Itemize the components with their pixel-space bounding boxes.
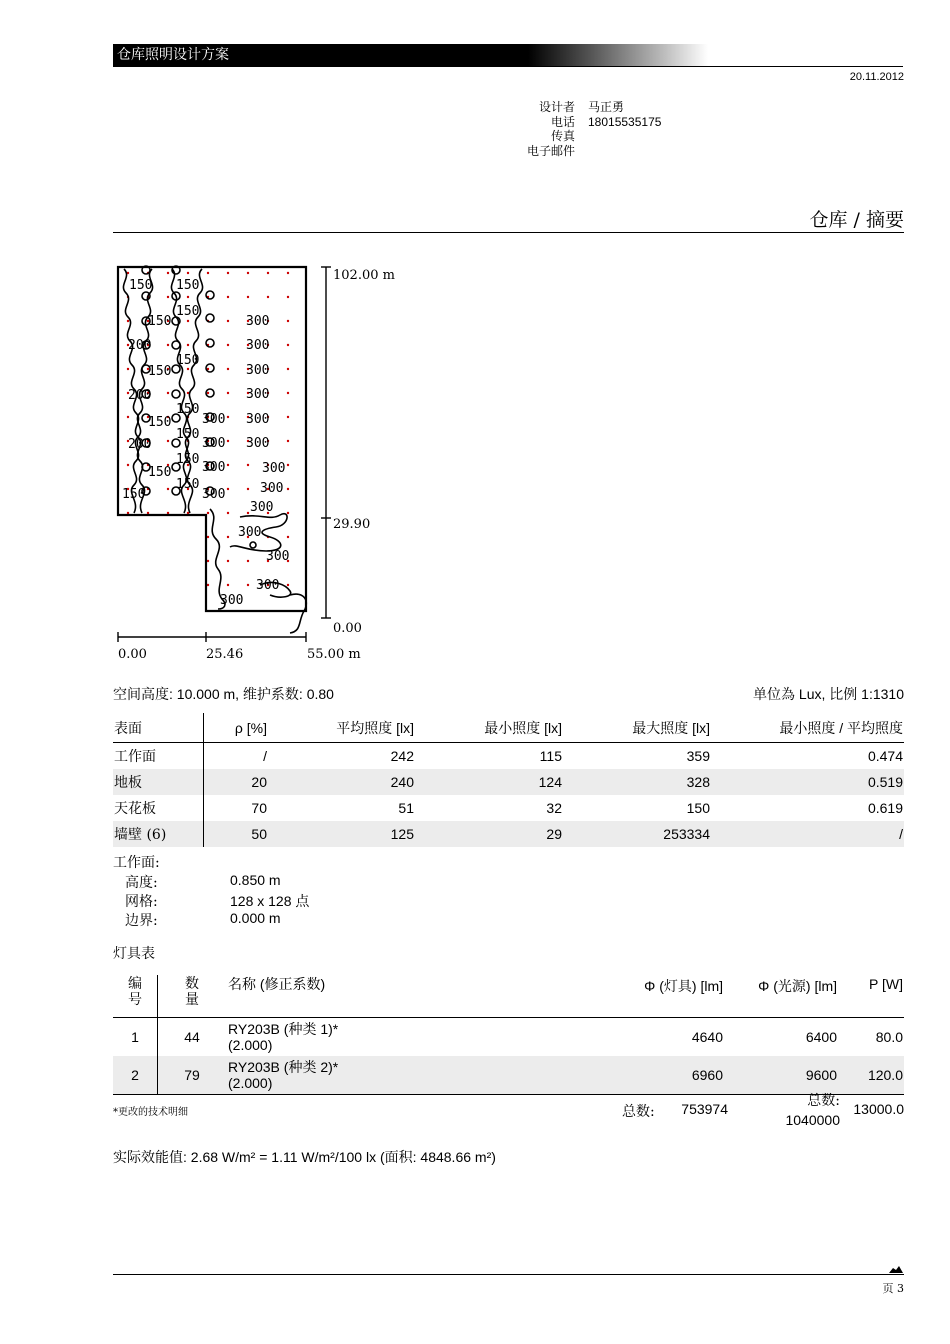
reflectance-cell: 70 (251, 800, 267, 816)
col-header-flux-src: Φ (光源) [lm] (724, 975, 838, 1018)
calc-point (267, 272, 269, 274)
isolux-label: 300 (238, 525, 262, 540)
dim-bottom-label: 0.00 (333, 621, 362, 636)
isolux-label: 300 (246, 338, 270, 353)
calc-point (287, 416, 289, 418)
section-divider (113, 232, 904, 233)
calc-point (187, 344, 189, 346)
document-title: 仓库照明设计方案 (117, 47, 229, 63)
max-cell: 328 (563, 769, 711, 795)
power-cell: 80.0 (875, 1029, 903, 1045)
calc-point (247, 272, 249, 274)
lum-qty-cell: 79 (158, 1056, 227, 1095)
reflectance-cell: 50 (204, 821, 269, 847)
src-flux-cell: 9600 (724, 1056, 838, 1095)
uniformity-cell: 0.474 (867, 748, 903, 764)
footer-divider (113, 1274, 904, 1275)
isolux-label: 300 (246, 436, 270, 451)
surface-name: 地板 (113, 769, 204, 795)
calc-point (287, 464, 289, 466)
isolux-label: 200 (128, 437, 152, 452)
lum-flux-cell: 4640 (691, 1029, 723, 1045)
col-header-power: P [W] (838, 975, 904, 1018)
calc-point (227, 296, 229, 298)
table-header-row (113, 975, 904, 1018)
calc-point (287, 488, 289, 490)
table-row (113, 821, 904, 847)
calc-point (207, 536, 209, 538)
calc-point (227, 344, 229, 346)
calc-point (287, 368, 289, 370)
isolux-floor-plan (110, 255, 410, 667)
uniformity-cell: 0.519 (711, 769, 904, 795)
isolux-label: 150 (148, 364, 172, 379)
calc-point (227, 512, 229, 514)
isolux-label: 300 (202, 436, 226, 451)
calc-point (167, 344, 169, 346)
calc-point (227, 488, 229, 490)
isolux-label: 200 (128, 388, 152, 403)
calc-point (287, 392, 289, 394)
workplane-value: 0.000 m (230, 910, 281, 926)
calc-point (127, 320, 129, 322)
calc-point (227, 464, 229, 466)
table-row (113, 1018, 904, 1057)
lum-name-cell: RY203B (种类 2)* (2.000) (226, 1056, 469, 1095)
isolux-label: 150 (122, 487, 146, 502)
surface-name: 墙壁 (6) (113, 821, 204, 847)
isolux-label: 150 (148, 314, 172, 329)
isolux-label: 300 (220, 593, 244, 608)
col-header-uniformity: 最小照度 / 平均照度 (711, 713, 904, 743)
calc-point (127, 368, 129, 370)
isolux-label: 150 (176, 353, 200, 368)
footnote: *更改的技术明细 (113, 1107, 188, 1118)
col-header-min: 最小照度 [lx] (415, 713, 563, 743)
lum-flux-cell: 6960 (469, 1056, 724, 1095)
calc-point (287, 320, 289, 322)
luminaire-table-title: 灯具表 (113, 946, 155, 962)
isolux-label: 300 (256, 578, 280, 593)
page-number: 页 3 (882, 1282, 904, 1295)
table-header-row (113, 713, 904, 743)
reflectance-cell: / (263, 748, 267, 764)
calc-point (287, 344, 289, 346)
max-cell: 150 (686, 800, 710, 816)
calc-point (247, 560, 249, 562)
isolux-label: 150 (176, 304, 200, 319)
x1-label: 25.46 (206, 647, 244, 662)
calc-point (127, 416, 129, 418)
table-row (113, 1056, 904, 1095)
total-src-label: 总数: (807, 1093, 840, 1109)
calc-point (207, 392, 209, 394)
total-src-flux: 1040000 (785, 1112, 840, 1128)
calc-point (227, 560, 229, 562)
contact-value: 马正勇 (588, 100, 625, 114)
efficiency-text: 实际效能值: 2.68 W/m² = 1.11 W/m²/100 lx (面积: 4848.66 m²) (113, 1149, 496, 1165)
document-date: 20.11.2012 (849, 71, 904, 83)
calc-point (147, 512, 149, 514)
calc-point (227, 392, 229, 394)
lum-no-cell: 1 (113, 1018, 158, 1057)
calc-point (127, 512, 129, 514)
col-header-surface: 表面 (113, 713, 204, 743)
calc-point (227, 368, 229, 370)
calc-point (167, 272, 169, 274)
calc-point (127, 464, 129, 466)
col-header-qty: 数 量 (158, 975, 227, 1018)
isolux-label: 150 (176, 278, 200, 293)
workplane-label: 网格: (125, 894, 158, 910)
reflectance-cell: 20 (204, 769, 269, 795)
lum-name-cell: RY203B (种类 1)* (2.000) (228, 1021, 339, 1053)
dim-mid-label: 29.90 (333, 517, 371, 532)
col-header-name: 名称 (修正系数) (226, 975, 469, 1018)
contact-label: 电话 (550, 115, 575, 129)
luminaire-table (113, 975, 904, 1095)
uniformity-cell: / (711, 821, 904, 847)
dim-top-label: 102.00 m (333, 268, 395, 283)
calc-point (267, 296, 269, 298)
isolux-label: 150 (148, 465, 172, 480)
isolux-label: 300 (262, 461, 286, 476)
contact-label: 设计者 (538, 100, 575, 114)
workplane-value: 0.850 m (230, 872, 281, 888)
min-cell: 32 (546, 800, 562, 816)
isolux-label: 150 (148, 415, 172, 430)
calc-point (167, 392, 169, 394)
contact-label: 电子邮件 (526, 144, 575, 158)
avg-cell: 242 (390, 748, 414, 764)
isolux-label: 300 (246, 412, 270, 427)
min-cell: 29 (415, 821, 563, 847)
table-row (113, 743, 904, 770)
isolux-label: 300 (246, 314, 270, 329)
total-label: 总数: (622, 1104, 655, 1120)
avg-cell: 125 (268, 821, 415, 847)
power-cell: 120.0 (838, 1056, 904, 1095)
calc-point (207, 584, 209, 586)
calc-point (187, 296, 189, 298)
calc-point (187, 320, 189, 322)
calc-point (227, 440, 229, 442)
calc-point (247, 512, 249, 514)
workplane-value: 128 x 128 点 (230, 893, 310, 909)
workplane-label: 高度: (125, 875, 158, 891)
surface-name: 天花板 (113, 795, 204, 821)
lum-no-cell: 2 (113, 1056, 158, 1095)
isolux-label: 300 (202, 487, 226, 502)
calc-point (227, 272, 229, 274)
x0-label: 0.00 (118, 647, 147, 662)
section-title: 仓库 / 摘要 (809, 209, 904, 231)
isolux-label: 300 (260, 481, 284, 496)
calc-point (227, 320, 229, 322)
room-height-text: 空间高度: 10.000 m, 维护系数: 0.80 (113, 686, 334, 702)
isolux-label: 300 (202, 412, 226, 427)
calc-point (187, 272, 189, 274)
isolux-label: 300 (250, 500, 274, 515)
min-cell: 124 (415, 769, 563, 795)
total-lum-flux: 753974 (681, 1101, 728, 1117)
isolux-label: 150 (129, 278, 153, 293)
isolux-label: 300 (246, 363, 270, 378)
avg-cell: 51 (398, 800, 414, 816)
calc-point (247, 584, 249, 586)
src-flux-cell: 6400 (805, 1029, 837, 1045)
calc-point (167, 296, 169, 298)
header-bar-gradient (528, 44, 708, 66)
calc-point (247, 464, 249, 466)
calc-point (287, 296, 289, 298)
workplane-title: 工作面: (113, 855, 160, 871)
col-header-no: 编 号 (113, 975, 158, 1018)
calc-point (207, 272, 209, 274)
calc-point (207, 560, 209, 562)
workplane-label: 边界: (125, 913, 158, 929)
max-cell: 253334 (563, 821, 711, 847)
col-header-flux-lum: Φ (灯具) [lm] (469, 975, 724, 1018)
calc-point (187, 368, 189, 370)
table-row (113, 795, 904, 821)
calc-point (227, 584, 229, 586)
dialux-logo-icon (888, 1264, 904, 1274)
contact-label: 传真 (550, 129, 575, 143)
calc-point (167, 440, 169, 442)
min-cell: 115 (539, 748, 562, 764)
avg-cell: 240 (268, 769, 415, 795)
total-src-flux-block (785, 1092, 840, 1130)
calc-point (287, 584, 289, 586)
calc-point (247, 296, 249, 298)
isolux-label: 300 (266, 549, 290, 564)
col-header-max: 最大照度 [lx] (563, 713, 711, 743)
x2-label: 55.00 m (307, 647, 361, 662)
uniformity-cell: 0.619 (867, 800, 903, 816)
calc-point (227, 416, 229, 418)
lum-qty-cell: 44 (184, 1029, 200, 1045)
calc-point (287, 272, 289, 274)
calc-point (167, 512, 169, 514)
isolux-label: 300 (246, 387, 270, 402)
total-power: 13000.0 (853, 1101, 904, 1117)
calc-point (167, 488, 169, 490)
max-cell: 359 (686, 748, 710, 764)
surface-results-table (113, 713, 904, 847)
isolux-label: 150 (176, 427, 200, 442)
isolux-label: 150 (176, 402, 200, 417)
isolux-label: 200 (128, 338, 152, 353)
surface-name: 工作面 (113, 743, 204, 770)
calc-point (287, 512, 289, 514)
isolux-label: 300 (202, 460, 226, 475)
table-row (113, 769, 904, 795)
calc-point (287, 536, 289, 538)
calc-point (287, 440, 289, 442)
col-header-reflectance: ρ [%] (204, 713, 269, 743)
unit-scale-text: 单位為 Lux, 比例 1:1310 (753, 686, 904, 702)
contact-value: 18015535175 (588, 115, 662, 129)
calc-point (207, 512, 209, 514)
isolux-label: 150 (176, 452, 200, 467)
isolux-label: 150 (176, 477, 200, 492)
calc-point (247, 488, 249, 490)
col-header-avg: 平均照度 [lx] (268, 713, 415, 743)
calc-point (227, 536, 229, 538)
